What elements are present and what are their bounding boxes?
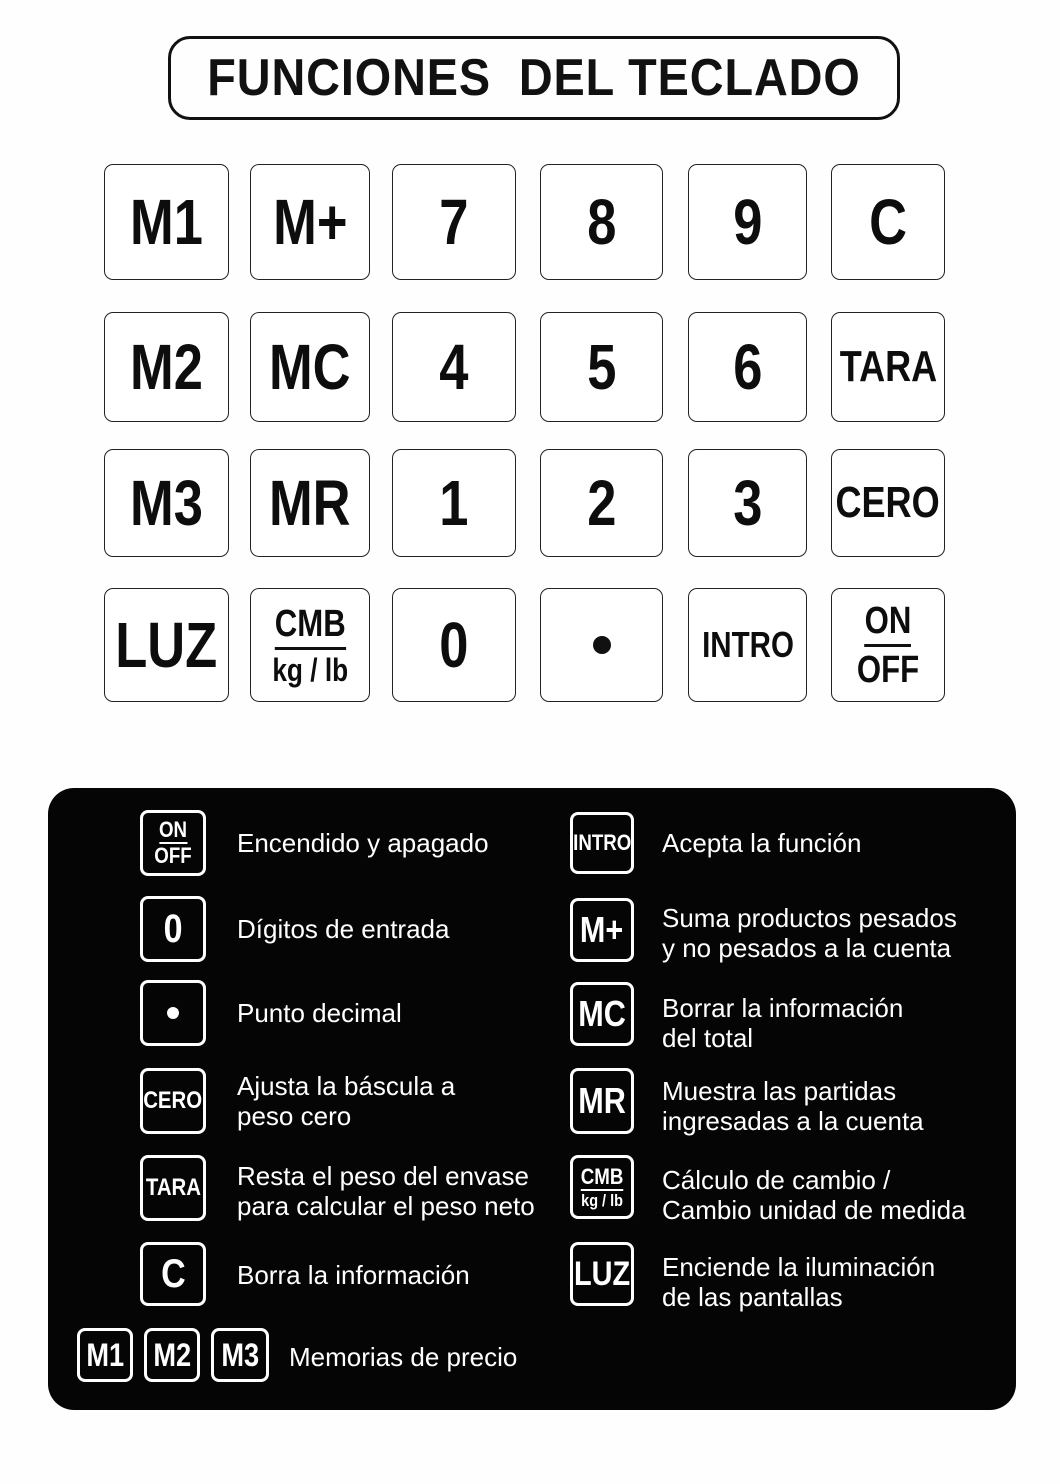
- legend-cero-desc: Ajusta la báscula a peso cero: [237, 1071, 456, 1131]
- legend-m-plus-icon: M+: [570, 898, 634, 962]
- legend-mr-icon: MR: [570, 1068, 634, 1134]
- off-label: OFF: [856, 648, 920, 691]
- legend-memories-desc: Memorias de precio: [289, 1342, 518, 1372]
- key-4[interactable]: 4: [392, 312, 516, 422]
- legend-digit-icon: 0: [140, 896, 206, 962]
- key-intro[interactable]: INTRO: [688, 588, 807, 702]
- legend-c-desc: Borra la información: [237, 1260, 470, 1290]
- legend-m-plus-desc: Suma productos pesados y no pesados a la cuenta: [662, 903, 957, 963]
- cmb-label: CMB: [275, 605, 346, 650]
- key-3[interactable]: 3: [688, 449, 807, 557]
- key-luz[interactable]: LUZ: [104, 588, 229, 702]
- legend-panel: [48, 788, 1016, 1410]
- key-mc[interactable]: MC: [250, 312, 370, 422]
- key-mr[interactable]: MR: [250, 449, 370, 557]
- legend-luz-desc: Enciende la iluminación de las pantallas: [662, 1252, 936, 1312]
- key-2[interactable]: 2: [540, 449, 663, 557]
- title-box: [168, 36, 900, 120]
- key-m1[interactable]: M1: [104, 164, 229, 280]
- key-7[interactable]: 7: [392, 164, 516, 280]
- legend-decimal-desc: Punto decimal: [237, 998, 402, 1028]
- legend-m3-icon: M3: [211, 1328, 269, 1382]
- key-decimal-point[interactable]: [540, 588, 663, 702]
- key-c[interactable]: C: [831, 164, 945, 280]
- legend-decimal-icon: [140, 980, 206, 1046]
- dot-icon: [167, 1007, 179, 1019]
- page-title: FUNCIONES DEL TECLADO: [207, 49, 861, 107]
- key-m-plus[interactable]: M+: [250, 164, 370, 280]
- key-cero[interactable]: CERO: [831, 449, 945, 557]
- legend-m1-icon: M1: [77, 1328, 133, 1382]
- legend-mc-desc: Borrar la información del total: [662, 993, 904, 1053]
- legend-mr-desc: Muestra las partidas ingresadas a la cuenta: [662, 1076, 924, 1136]
- legend-tara-icon: TARA: [140, 1155, 206, 1221]
- legend-mc-icon: MC: [570, 982, 634, 1046]
- legend-on-off-desc: Encendido y apagado: [237, 828, 489, 858]
- key-cmb-kg-lb[interactable]: [250, 588, 370, 702]
- legend-cmb-icon: $\frac{\text{CMB}}{kg / lb}$: [570, 1155, 634, 1219]
- legend-tara-desc: Resta el peso del envase para calcular el peso neto: [237, 1161, 535, 1221]
- key-on-off[interactable]: [831, 588, 945, 702]
- legend-c-icon: C: [140, 1242, 206, 1306]
- key-m3[interactable]: M3: [104, 449, 229, 557]
- key-8[interactable]: 8: [540, 164, 663, 280]
- legend-cmb-desc: Cálculo de cambio / Cambio unidad de medida: [662, 1165, 966, 1225]
- key-tara[interactable]: TARA: [831, 312, 945, 422]
- key-5[interactable]: 5: [540, 312, 663, 422]
- legend-on-off-icon: $\frac{ON}{\text{OFF}}$: [140, 810, 206, 876]
- legend-intro-icon: INTRO: [570, 812, 634, 874]
- dot-icon: [593, 636, 611, 654]
- kg-lb-label: kg / lb: [272, 651, 348, 688]
- legend-intro-desc: Acepta la función: [662, 828, 862, 858]
- legend-m2-icon: M2: [144, 1328, 200, 1382]
- legend-luz-icon: LUZ: [570, 1242, 634, 1306]
- key-1[interactable]: 1: [392, 449, 516, 557]
- key-0[interactable]: 0: [392, 588, 516, 702]
- key-9[interactable]: 9: [688, 164, 807, 280]
- legend-cero-icon: CERO: [140, 1068, 206, 1134]
- key-m2[interactable]: M2: [104, 312, 229, 422]
- key-6[interactable]: 6: [688, 312, 807, 422]
- legend-digit-desc: Dígitos de entrada: [237, 914, 450, 944]
- on-label: ON: [865, 602, 912, 647]
